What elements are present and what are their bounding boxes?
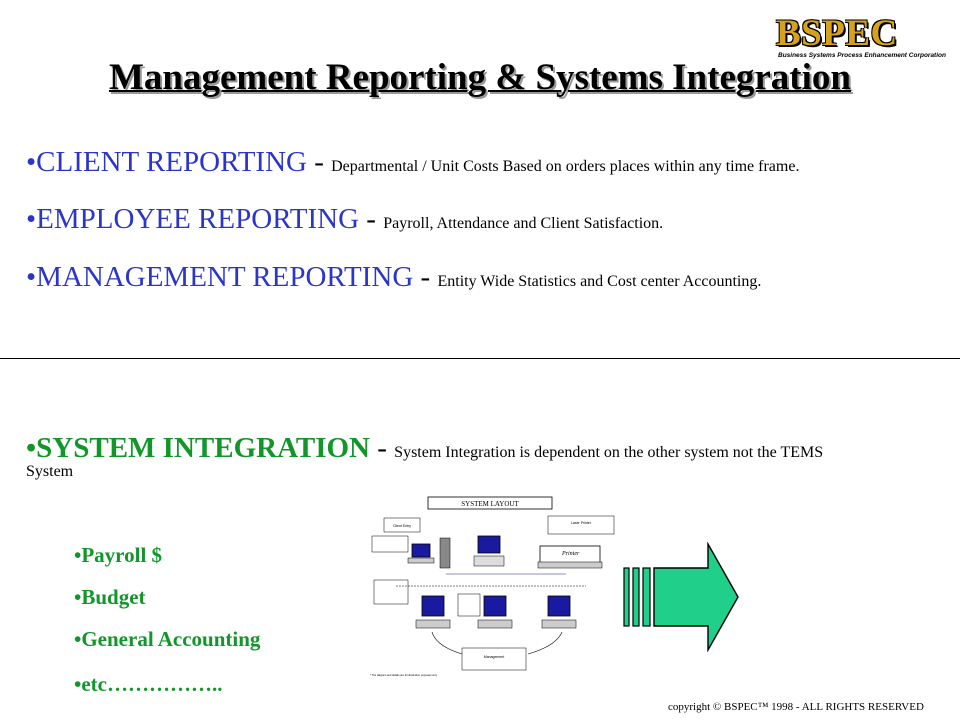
bullet-description: System Integration is dependent on the other system not the TEMS: [394, 444, 824, 461]
diagram-note-box: [372, 536, 408, 552]
bullet-management-reporting: [26, 261, 761, 294]
workstation-icon: [416, 596, 450, 628]
system-layout-diagram: [366, 494, 618, 682]
integration-item-budget: •Budget: [74, 585, 146, 609]
connector-arrow: [432, 632, 462, 654]
bullet-separator: -: [413, 261, 438, 293]
bullet-heading: •EMPLOYEE REPORTING: [26, 203, 360, 235]
bullet-heading: •SYSTEM INTEGRATION: [26, 432, 370, 464]
bullet-description: Entity Wide Statistics and Cost center Accounting.: [437, 273, 762, 290]
diagram-footnote: * The diagram and details are for illustration purposes only: [370, 674, 437, 677]
logo-wordmark: BSPEC: [776, 13, 898, 54]
bullet-description: Payroll, Attendance and Client Satisfaction.: [383, 215, 664, 232]
page-title: Management Reporting & Systems Integration: [109, 57, 851, 98]
bullet-employee-reporting: [26, 203, 663, 236]
bullet-heading: •CLIENT REPORTING: [26, 146, 307, 178]
diagram-label-printer: Printer: [562, 551, 580, 557]
bullet-heading: •MANAGEMENT REPORTING: [26, 261, 414, 293]
bullet-separator: -: [359, 203, 384, 235]
right-arrow-icon: [622, 542, 740, 652]
diagram-label-laser-printer: Laser Printer: [570, 521, 592, 525]
connector-arrow: [528, 632, 562, 654]
logo-subtitle: Business Systems Process Enhancement Corporation: [778, 52, 946, 59]
diagram-title: SYSTEM LAYOUT: [461, 500, 519, 508]
diagram-note-box: [374, 580, 408, 604]
workstation-icon: [542, 596, 576, 628]
bullet-separator: -: [370, 432, 395, 464]
bullet-client-reporting: [26, 146, 799, 179]
integration-item-etc: •etc……………..: [74, 672, 223, 696]
section-divider: [0, 358, 960, 359]
bullet-separator: -: [306, 146, 332, 178]
workstation-icon: [478, 596, 512, 628]
bullet-description-continued: System: [26, 463, 74, 480]
bullet-system-integration: [26, 432, 946, 481]
bspec-logo: [776, 14, 958, 62]
integration-item-general-accounting: •General Accounting: [74, 627, 261, 651]
integration-item-payroll: •Payroll $: [74, 543, 163, 567]
server-tower-icon: [440, 538, 450, 568]
copyright-notice: copyright © BSPEC™ 1998 - ALL RIGHTS RESERVED: [668, 701, 924, 713]
server-monitor-icon: [474, 536, 504, 566]
workstation-icon: [408, 544, 434, 563]
diagram-note-box: [458, 594, 480, 616]
diagram-label-client-entry: Client Entry: [392, 524, 412, 528]
printer-icon: [538, 546, 602, 568]
bullet-description: Departmental / Unit Costs Based on orders places within any time frame.: [331, 158, 800, 175]
diagram-label-management: Management: [483, 655, 505, 659]
